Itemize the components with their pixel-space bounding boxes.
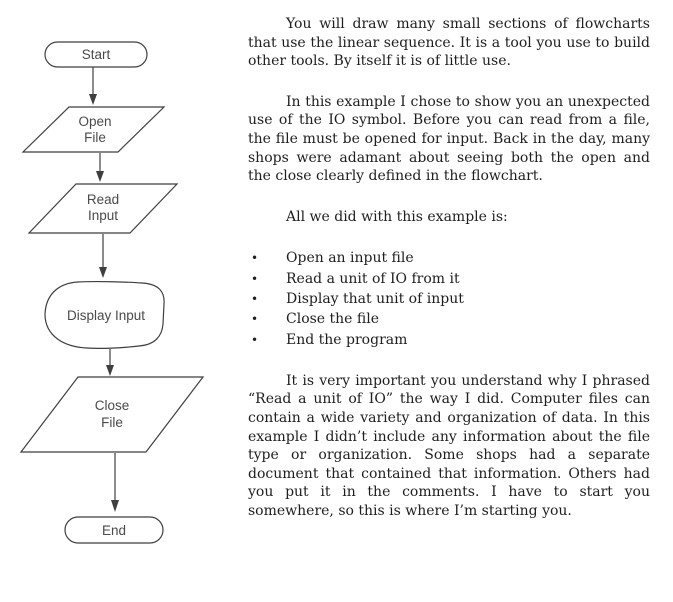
arrowhead-icon xyxy=(96,171,104,182)
flowchart-node-open-file-label-line2: File xyxy=(84,130,106,145)
bullet-item-text: Close the file xyxy=(286,311,380,328)
bullet-icon: • xyxy=(251,312,259,327)
arrowhead-icon xyxy=(99,267,107,278)
bullet-item-text: Read a unit of IO from it xyxy=(286,270,460,287)
bullet-item-text: Display that unit of input xyxy=(286,290,464,307)
bullet-item xyxy=(248,309,650,329)
paragraph-list-lead-in: All we did with this example is: xyxy=(286,208,508,225)
bullet-icon: • xyxy=(251,271,259,286)
bullet-item-text: End the program xyxy=(286,331,408,348)
body-text-column xyxy=(248,15,650,543)
bullet-icon: • xyxy=(251,291,259,306)
bullet-item xyxy=(248,248,650,268)
bullet-list xyxy=(248,248,650,349)
paragraph-closing: It is very important you understand why I phrased “Read a unit of IO” the way I did. Computer files can contain a wide variety and organization of data. In this example I didn’t include any information about the file type or organization. Some shops had a separate document that contained that information. Others had you put it in the comments. I have to start you somewhere, so this is where I’m starting you. xyxy=(248,372,650,519)
paragraph-io-symbol: In this example I chose to show you an unexpected use of the IO symbol. Before you can read from a file, the file must be opened for input. Back in the day, many shops were adamant about seeing both the open and the close clearly defined in the flowchart. xyxy=(248,93,650,185)
flowchart-node-end-label: End xyxy=(101,523,127,538)
bullet-item xyxy=(248,289,650,309)
arrowhead-icon xyxy=(89,94,97,105)
arrowhead-icon xyxy=(111,500,119,512)
flowchart-node-close-file-label-line2: File xyxy=(101,415,123,430)
flowchart-node-read-input-label-line1: Read xyxy=(86,192,120,207)
bullet-item xyxy=(248,330,650,350)
bullet-item xyxy=(248,269,650,289)
flowchart-figure xyxy=(0,0,235,602)
arrowhead-icon xyxy=(106,365,114,376)
flowchart-node-start-label: Start xyxy=(81,47,111,62)
bullet-icon: • xyxy=(251,251,259,266)
flowchart-node-read-input-label-line2: Input xyxy=(87,208,119,223)
paragraph-intro: You will draw many small sections of flowcharts that use the linear sequence. It is a tool you use to build other tools. By itself it is of little use. xyxy=(248,16,650,70)
bullet-icon: • xyxy=(251,332,259,347)
flowchart-node-close-file-label-line1: Close xyxy=(94,398,130,413)
flowchart-node-open-file-label-line1: Open xyxy=(78,114,112,129)
bullet-item-text: Open an input file xyxy=(286,250,414,267)
flowchart-node-display-input-label: Display Input xyxy=(66,308,146,323)
